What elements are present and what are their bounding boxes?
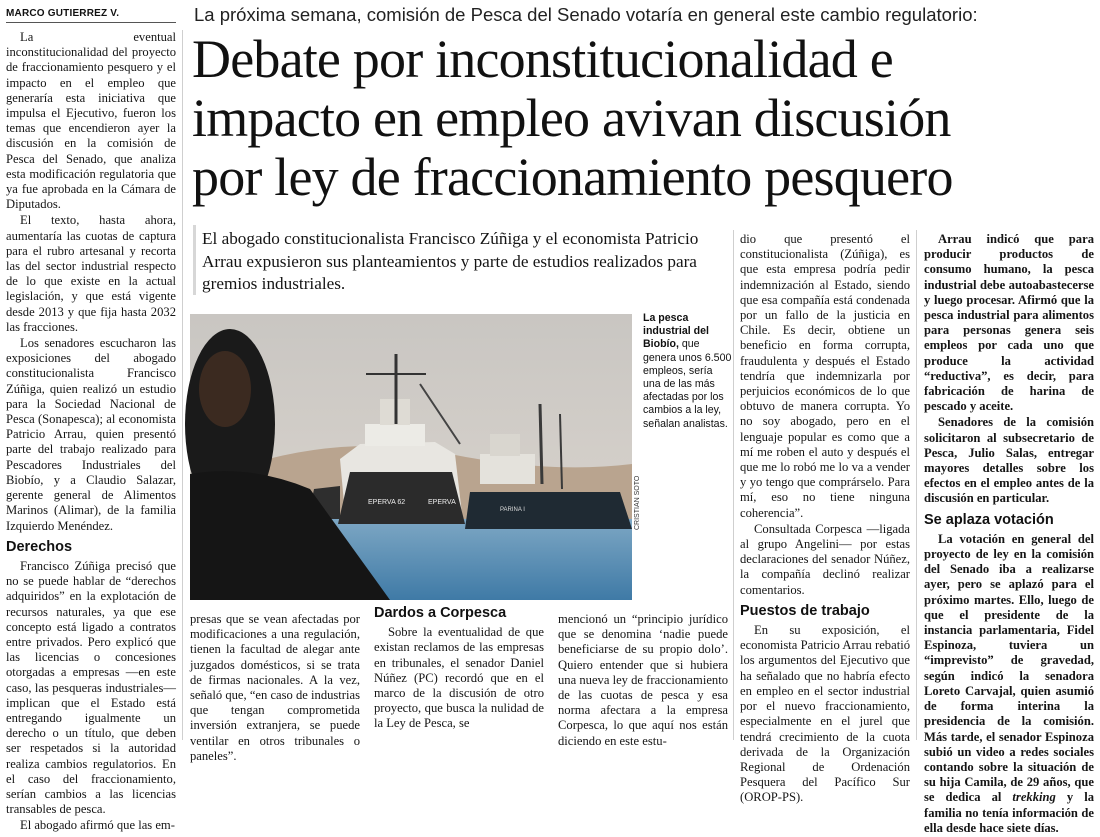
caption-lead: La pesca industrial del Biobío, [643, 312, 709, 351]
headline [192, 30, 1092, 207]
column-divider [182, 30, 183, 740]
paragraph [924, 532, 1094, 836]
photo-credit: CRISTIAN SOTO [634, 475, 641, 530]
section-heading-puestos-de-trabajo: Puestos de trabajo [740, 602, 870, 619]
section-heading-derechos: Derechos [6, 538, 73, 555]
article-column-4 [558, 612, 728, 750]
hull-label: EPERVA [428, 499, 456, 506]
article-column-2 [190, 612, 360, 765]
article-column-5 [740, 232, 910, 807]
section-heading-corpesca: Dardos a Corpesca [374, 605, 507, 621]
photo-fishing-boats [190, 314, 632, 600]
paragraph: El abogado afirmó que las em- [20, 818, 175, 833]
paragraph-text: y la familia no tenía información de ella desde hace siete días. [924, 790, 1095, 835]
paragraph: Sobre la eventualidad de que existan reclamos de las empresas en tribunales, el senador Daniel Núñez (PC) recordó que en el marco de la discusión de otro proyecto, que busca la nulidad de la Ley de Pesca, se [374, 625, 544, 731]
paragraph: Arrau indicó que para producir productos de consumo humano, la pesca industrial debe autoabastecerse y luego procesar. Afirmó que la pesca industrial para alimentos para personas genera seis empleos por cada uno que produce la actividad “reductiva”, es decir, para fabricación de harina de pescado y aceite. [924, 232, 1094, 414]
section-heading-se-aplaza-votacion: Se aplaza votación [924, 511, 1054, 528]
paragraph: La eventual inconstitucionalidad del proyecto de fraccionamiento pesquero y el impacto en el empleo que generaría esta iniciativa que impulsa el Ejecutivo, fueron los temas que encendieron ayer la discusión en la comisión de Pesca del Senado, que analiza esta modificación regulatoria que ya fue aprobada en la Cámara de Diputados. [6, 30, 176, 212]
paragraph: Los senadores escucharon las exposiciones del abogado constitucionalista Francisco Zúñiga, quien realizó un estudio para la Sociedad Nacional de Pesca (Sonapesca); al economista Patricio Arrau, quien presentó parte del trabajo realizado para Pescadores Industriales del Biobío, y a Claudio Salazar, gerente general de Alimentos Marinos (Alimar), de la familia Izquierdo Menéndez. [6, 336, 176, 533]
article-column-1 [6, 30, 176, 835]
paragraph: Senadores de la comisión solicitaron al subsecretario de Pesca, Julio Salas, entregar mayores detalles sobre los efectos en el empleo antes de la discusión en particular. [924, 415, 1094, 506]
emphasis-text: trekking [1012, 790, 1056, 805]
kicker-subheadline: La próxima semana, comisión de Pesca del Senado votaría en general este cambio regulatorio: [194, 4, 978, 25]
hull-label: PARINA I [500, 507, 525, 513]
headline-line-3: por ley de fraccionamiento pesquero [192, 147, 953, 207]
headline-line-1: Debate por inconstitucionalidad e [192, 29, 893, 89]
paragraph: Francisco Zúñiga precisó que no se puede hablar de “derechos adquiridos” en la explotación de recursos naturales, ya que ese concepto está ligado a contratos entre privados. Pero explicó que las licencias o concesiones otorgadas a empresas —en este caso, las pesqueras industriales— implican que el Estado está entregando igualmente un derecho o un título, que deben ser respetados si la autoridad realiza cambios regulatorios. En el caso del fraccionamiento, serían cambios a las licencias transables de pesca. [6, 558, 176, 817]
paragraph: El texto, hasta ahora, aumentaría las cuotas de captura para el rubro artesanal y recorta las del sector industrial respecto de lo que existe en la actual legislación, y que está vigente desde 2013 y que fija hasta 2032 las fracciones. [6, 213, 176, 334]
article-column-6 [924, 232, 1094, 837]
paragraph-text: La votación en general del proyecto de ley en la comisión del Senado iba a realizarse ayer, pero se aplazó para el próximo martes. Ello, luego de que el presidente de la instancia parlamentaria, Fidel Espinoza, tuviera un “imprevisto” de gravedad, según indicó la senadora Loreto Carvajal, quien asumió de forma interina la presidencia de la comisión. Más tarde, el senador Espinoza subió un video a redes sociales contando sobre la situación de su hija Camila, de 29 años, que se dedica al [924, 531, 1094, 805]
byline: MARCO GUTIERREZ V. [6, 8, 120, 19]
byline-divider [6, 22, 176, 23]
article-column-3 [374, 606, 544, 733]
headline-line-2: impacto en empleo avivan discusión [192, 88, 951, 148]
paragraph: dio que presentó el constitucionalista (Zúñiga), es que esta empresa podría pedir indemnización al Estado, siendo que esa compañía está condenada por un fallo de la justicia en Chile. Es decir, obtiene un beneficio en forma corrupta, fraudulenta y después el Estado tendría que indemnizarla por perjuicios económicos de lo que obtuvo de manera corrupta. Yo no soy abogado, pero en el lenguaje popular es como que a mí me roben el auto y después el que me lo robó me lo va a vender y yo tengo que comprárselo. Para mí, eso no tiene ninguna coherencia”. [740, 232, 910, 520]
column-divider [916, 230, 917, 740]
paragraph: En su exposición, el economista Patricio Arrau rebatió los argumentos del Ejecutivo que ha señalado que no habría efecto en empleo en el sector industrial por el nuevo fraccionamiento, especialmente en el jurel que tendrá crecimiento de la cuota derivada de la Organización Regional de Ordenación Pesquera del Pacífico Sur (OROP-PS). [740, 623, 910, 805]
column-divider [733, 230, 734, 740]
hull-label: EPERVA 62 [368, 499, 406, 506]
caption-text: que genera unos 6.500 empleos, sería una de las más afectadas por los cambios a la ley, señalan analistas. [643, 338, 732, 430]
paragraph: presas que se vean afectadas por modificaciones a una regulación, tienen la facultad de alegar ante juzgados domésticos, si se trata de firmas nacionales. A la vez, señaló que, “en caso de industrias que tengan comprometida inversión extranjera, se puede ventilar en otros tribunales o paneles”. [190, 612, 360, 763]
photo-caption [643, 312, 733, 431]
paragraph: mencionó un “principio jurídico que se denomina ‘nadie puede beneficiarse de su propio dolo’. Quiero entender que si hubiera una nueva ley de fraccionamiento de las cuotas de pesca y esa norma afectara a la empresa Corpesca, lo que aquí nos están diciendo en este estu- [558, 612, 728, 748]
lede-accent-bar [193, 225, 196, 295]
lede-paragraph: El abogado constitucionalista Francisco Zúñiga y el economista Patricio Arrau expusieron sus planteamientos y parte de estudios realizados para gremios industriales. [202, 229, 699, 293]
paragraph: Consultada Corpesca —ligada al grupo Angelini— por estas declaraciones del senador Núñez, la compañía declinó realizar comentarios. [740, 521, 910, 597]
boats-illustration [190, 314, 632, 600]
